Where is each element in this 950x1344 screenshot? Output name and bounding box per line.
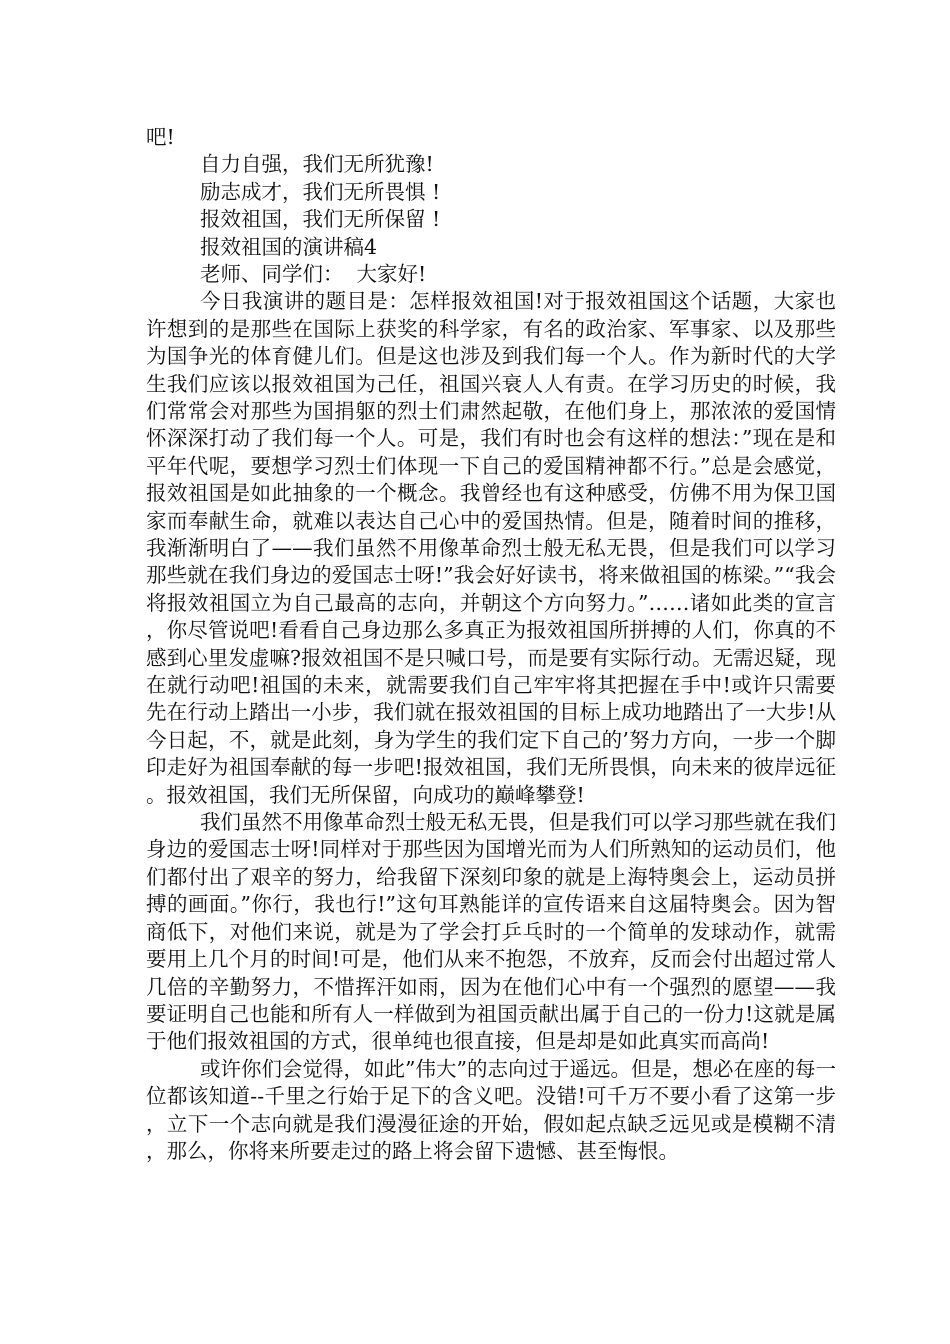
speech-title: 报效祖国的演讲稿4 — [200, 234, 378, 259]
speech-text — [146, 124, 836, 1165]
slogan-line: 报效祖国，我们无所保留 ! — [200, 207, 441, 232]
greeting-line: 老师、同学们： 大家好! — [200, 261, 427, 286]
slogan-line: 自力自强，我们无所犹豫! — [200, 152, 434, 177]
body-paragraph: 我们虽然不用像革命烈士般无私无畏，但是我们可以学习那些就在我们身边的爱国志士呀!同样对于那些因为国增光而为人们所熟知的运动员们，他们都付出了艰辛的努力，给我留下深刻印象的就是上海特奥会上，运动员拼搏的画面。”你行，我也行!”这句耳熟能详的宣传语来自这届特奥会。因为智商低下，对他们来说，就是为了学会打乒乓时的一个简单的发球动作，就需要用上几个月的时间!可是，他们从来不抱怨，不放弃，反而会付出超过常人几倍的辛勤努力，不惜挥汗如雨，因为在他们心中有一个强烈的愿望——我要证明自己也能和所有人一样做到为祖国贡献出属于自己的一份力!这就是属于他们报效祖国的方式，很单纯也很直接，但是却是如此真实而高尚! — [146, 810, 836, 1054]
opening-line: 吧! — [146, 125, 175, 149]
body-paragraph: 今日我演讲的题目是：怎样报效祖国!对于报效祖国这个话题，大家也许想到的是那些在国际上获奖的科学家，有名的政治家、军事家、以及那些为国争光的体育健儿们。但是这也涉及到我们每一个人。作为新时代的大学生我们应该以报效祖国为己任，祖国兴衰人人有责。在学习历史的时候，我们常常会对那些为国捐躯的烈士们肃然起敬，在他们身上，那浓浓的爱国情怀深深打动了我们每一个人。可是，我们有时也会有这样的想法：”现在是和平年代呢，要想学习烈士们体现一下自己的爱国精神都不行。”总是会感觉，报效祖国是如此抽象的一个概念。我曾经也有这种感受，仿佛不用为保卫国家而奉献生命，就难以表达自己心中的爱国热情。但是，随着时间的推移，我渐渐明白了——我们虽然不用像革命烈士般无私无畏，但是我们可以学习那些就在我们身边的爱国志士呀!”我会好好读书，将来做祖国的栋梁。”“我会将报效祖国立为自己最高的志向，并朝这个方向努力。”……诸如此类的宣言，你尽管说吧!看看自己身边那么多真正为报效祖国所拼搏的人们，你真的不感到心里发虚嘛?报效祖国不是只喊口号，而是要有实际行动。无需迟疑，现在就行动吧!祖国的未来，就需要我们自己牢牢将其把握在手中!或许只需要先在行动上踏出一小步，我们就在报效祖国的目标上成功地踏出了一大步!从今日起，不，就是此刻，身为学生的我们定下自己的’努力方向，一步一个脚印走好为祖国奉献的每一步吧!报效祖国，我们无所畏惧，向未来的彼岸远征。报效祖国，我们无所保留，向成功的巅峰攀登! — [146, 289, 836, 807]
body-paragraph: 或许你们会觉得，如此”伟大”的志向过于遥远。但是，想必在座的每一位都该知道--千里之行始于足下的含义吧。没错!可千万不要小看了这第一步，立下一个志向就是我们漫漫征途的开始，假如起点缺乏远见或是模糊不清，那么，你将来所要走过的路上将会留下遗憾、甚至悔恨。 — [146, 1056, 836, 1163]
slogan-line: 励志成才，我们无所畏惧 ! — [200, 179, 441, 204]
